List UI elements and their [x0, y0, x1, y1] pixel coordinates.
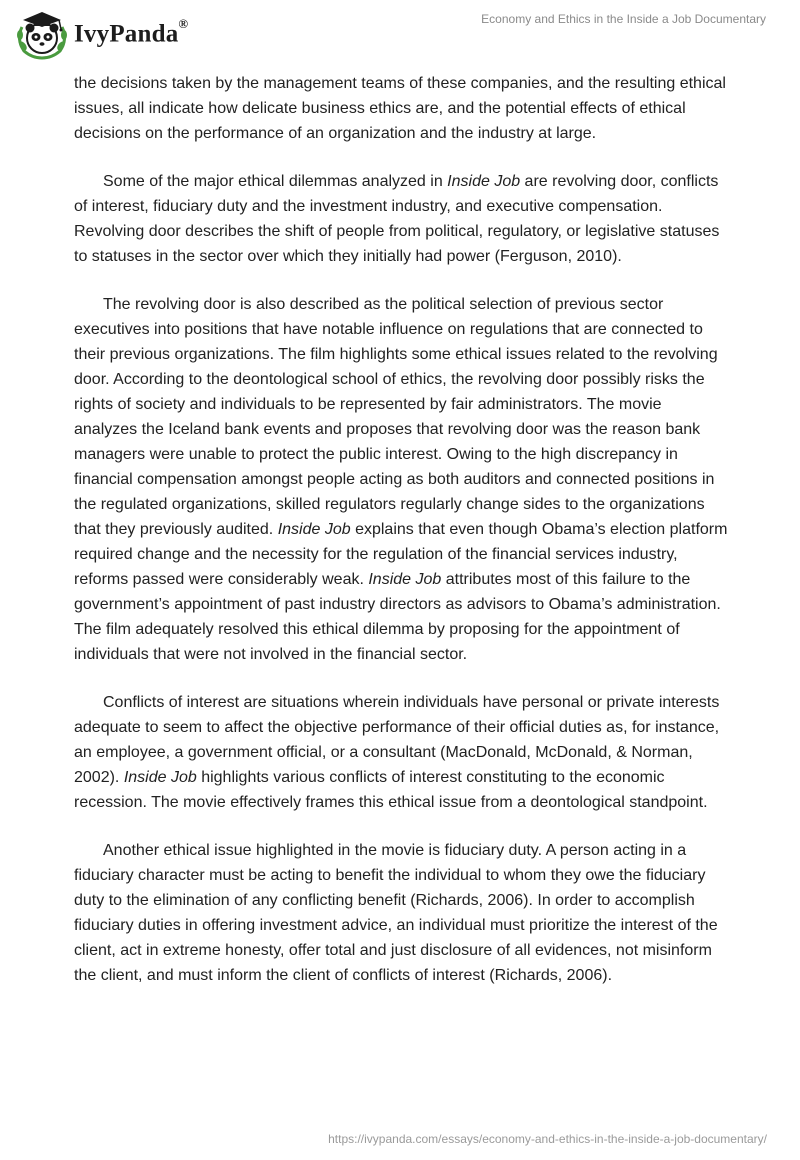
brand-logo[interactable] — [14, 6, 188, 62]
paragraph-text: Another ethical issue highlighted in the movie is fiduciary duty. A person acting in a fiduciary character must be acting to benefit the individual to whom they owe the fiduciary duty to the elimination of any conflicting benefit (Richards, 2006). In order to accomplish fiduciary duties in offering investment advice, an individual must prioritize the interest of the client, act in extreme honesty, offer total and just disclosure of all evidences, not misinform the client, and must inform the client of conflicts of interest (Richards, 2006). — [74, 842, 718, 984]
paragraph-text: Some of the major ethical dilemmas analyzed in — [103, 173, 448, 190]
italic-title-text: Inside Job — [123, 769, 197, 786]
paragraph — [74, 169, 728, 269]
source-url[interactable]: https://ivypanda.com/essays/economy-and-ethics-in-the-inside-a-job-documentary/ — [328, 1132, 767, 1146]
paragraph-text: the decisions taken by the management teams of these companies, and the resulting ethical issues, all indicate how delicate business ethics are, and the potential effects of ethical decisions on the performance of an organization and the industry at large. — [74, 75, 726, 142]
brand-name-text: IvyPanda — [74, 20, 179, 48]
page-header — [0, 0, 800, 70]
document-title: Economy and Ethics in the Inside a Job Documentary — [481, 12, 766, 26]
paragraph-text: The revolving door is also described as the political selection of previous sector executives into positions that have notable influence on regulations that are connected to their previous organizations. The film highlights some ethical issues related to the revolving door. According to the deontological school of ethics, the revolving door possibly risks the rights of society and individuals to be represented by fair administrators. The movie analyzes the Iceland bank events and proposes that revolving door was the reason bank managers were unable to protect the public interest. Owing to the high discrepancy in financial compensation amongst people acting as both auditors and connected positions in the regulated organizations, skilled regulators regularly change sides to the organizations that they previously audited. — [74, 296, 718, 538]
paragraph — [74, 838, 728, 988]
paragraph-text: explains that even though Obama’s election platform required change and the necessity for the regulation of the financial services industry, reforms passed were considerably weak. — [74, 521, 728, 588]
registered-mark: ® — [178, 15, 189, 31]
paragraph-text: highlights various conflicts of interest constituting to the economic recession. The movie effectively frames this ethical issue from a deontological standpoint. — [74, 769, 708, 811]
paragraph — [74, 690, 728, 815]
paragraph-text: attributes most of this failure to the government’s appointment of past industry directors as advisors to Obama’s administration. The film adequately resolved this ethical dilemma by proposing for the appointment of individuals that were not involved in the financial sector. — [74, 571, 721, 663]
italic-title-text: Inside Job — [277, 521, 351, 538]
brand-name — [74, 15, 189, 48]
paragraph-text: Conflicts of interest are situations wherein individuals have personal or private interests adequate to seem to affect the objective performance of their official duties as, for instance, an employee, a government official, or a consultant (MacDonald, McDonald, & Norman, 2002). — [74, 694, 720, 786]
paragraph — [74, 71, 728, 146]
essay-body — [74, 71, 728, 1011]
paragraph — [74, 292, 728, 667]
paragraph-text: are revolving door, conflicts of interest, fiduciary duty and the investment industry, and executive compensation. Revolving door describes the shift of people from political, regulatory, or legislative statuses to statuses in the sector over which they initially had power (Ferguson, 2010). — [74, 173, 720, 265]
italic-title-text: Inside Job — [368, 571, 442, 588]
italic-title-text: Inside Job — [447, 173, 521, 190]
panda-graduate-icon — [14, 7, 70, 61]
